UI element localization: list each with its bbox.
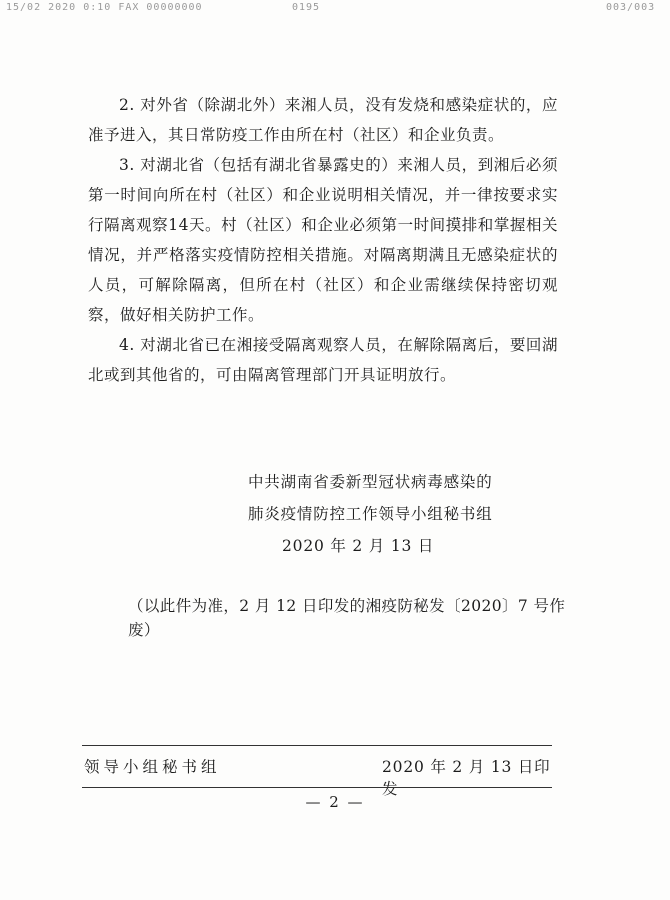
footer-top-rule [82,745,552,746]
signature-date: 2020 年 2 月 13 日 [282,537,435,555]
fax-header-mid: 0195 [292,2,321,13]
signature-org-line2: 肺炎疫情防控工作领导小组秘书组 [248,505,493,523]
page-number: — 2 — [305,793,365,811]
fax-header-left: 15/02 2020 0:10 FAX 00000000 [6,2,203,13]
fax-header [0,0,670,16]
signature-block [248,466,548,562]
validity-note: （以此件为准，2 月 12 日印发的湘疫防秘发〔2020〕7 号作废） [128,597,566,639]
paragraph-item-2: 2. 对外省（除湖北外）来湘人员，没有发烧和感染症状的，应准予进入，其日常防疫工作由所在村（社区）和企业负责。 [88,96,558,144]
body-paragraphs [88,90,558,390]
signature-org-line1: 中共湖南省委新型冠状病毒感染的 [248,473,493,491]
paragraph-item-4: 4. 对湖北省已在湘接受隔离观察人员，在解除隔离后，要回湖北或到其他省的，可由隔离管理部门开具证明放行。 [88,336,558,384]
paragraph-item-3: 3. 对湖北省（包括有湖北省暴露史的）来湘人员，到湘后必须第一时间向所在村（社区）和企业说明相关情况，并一律按要求实行隔离观察14天。村（社区）和企业必须第一时间摸排和掌握相关情况，并严格落实疫情防控相关措施。对隔离期满且无感染症状的人员，可解除隔离，但所在村（社区）和企业需继续保持密切观察，做好相关防护工作。 [88,156,558,324]
fax-header-right: 003/003 [606,2,656,13]
footer-issue-date: 2020 年 2 月 13 日印发 [382,758,551,798]
footer-issuer: 领导小组秘书组 [84,758,221,776]
footer-bottom-rule [82,787,552,788]
